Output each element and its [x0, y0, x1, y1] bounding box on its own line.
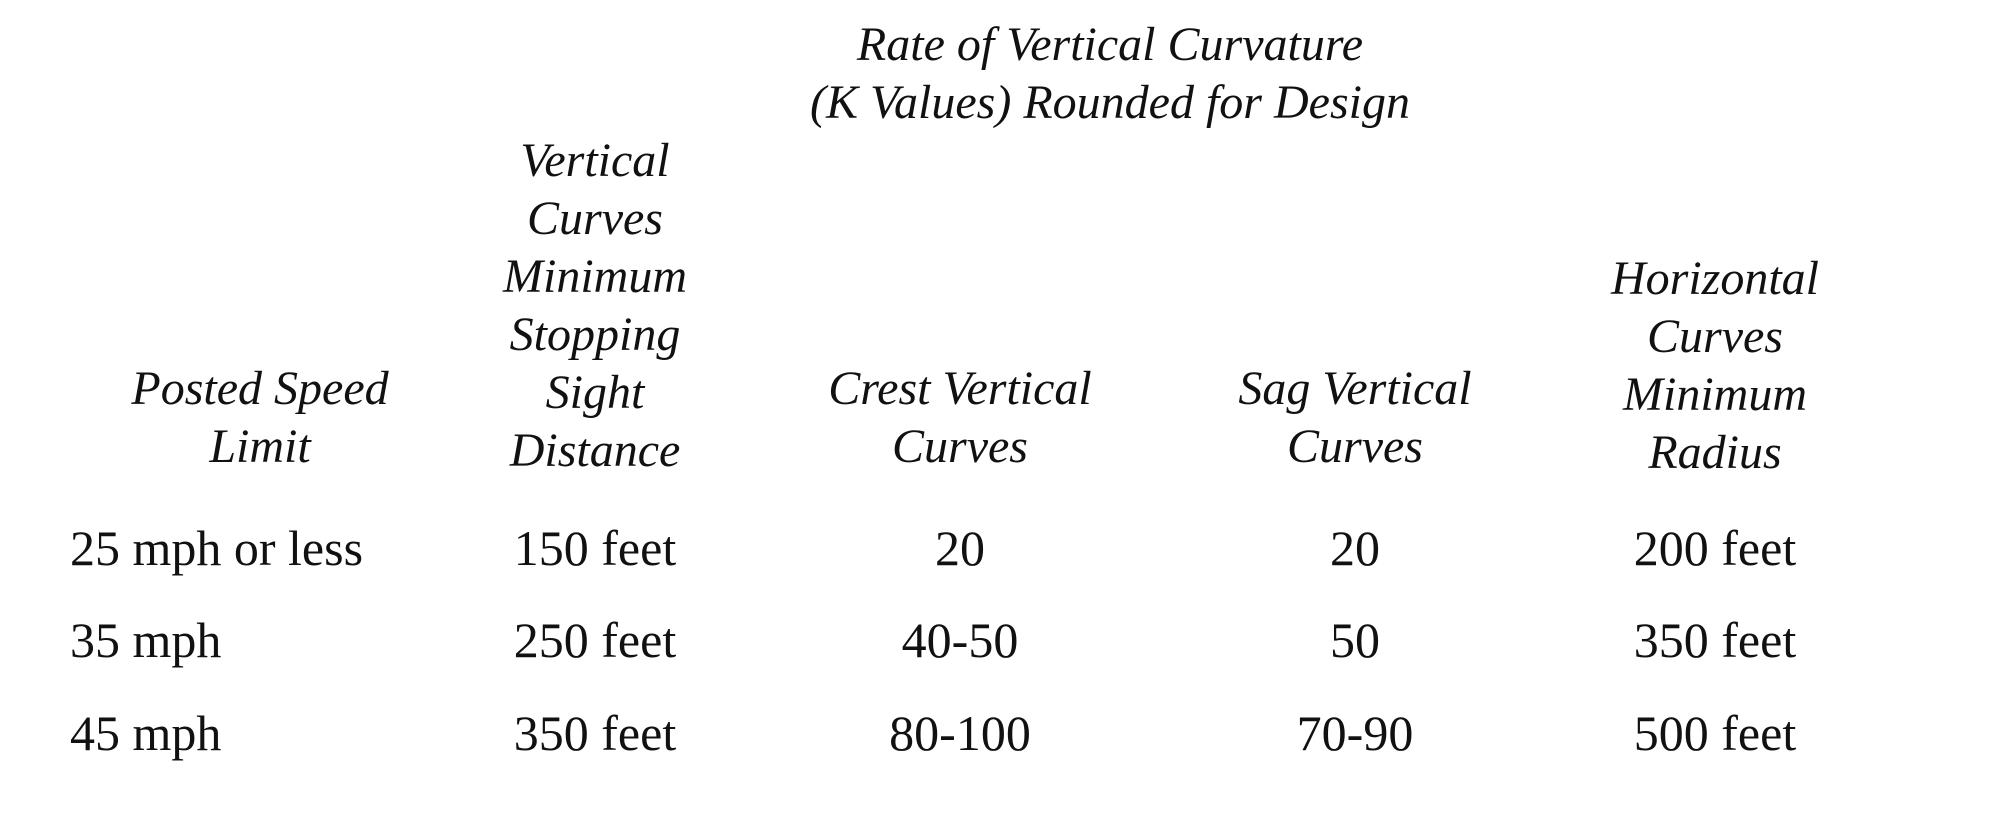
table-row-cell-crest: 20 [935, 520, 985, 576]
table-row-cell-ssd: 150 feet [513, 520, 677, 576]
table-row-cell-crest: 80-100 [889, 705, 1031, 761]
table-row-cell-crest: 40-50 [901, 612, 1019, 668]
header-stopping-sight-distance: Vertical Curves Minimum Stopping Sight Distance [503, 134, 687, 477]
table-row-cell-speed: 35 mph [70, 612, 222, 668]
header-posted-speed-limit: Posted Speed Limit [131, 362, 389, 473]
table-row-cell-horiz: 350 feet [1633, 612, 1797, 668]
header-horizontal-curves-radius: Horizontal Curves Minimum Radius [1610, 252, 1820, 479]
table-row-cell-sag: 50 [1330, 612, 1380, 668]
table-row-cell-horiz: 500 feet [1633, 705, 1797, 761]
table-row-cell-sag: 20 [1330, 520, 1380, 576]
table-row-cell-ssd: 350 feet [513, 705, 677, 761]
k-values-group-header: Rate of Vertical Curvature (K Values) Rounded for Design [810, 18, 1410, 129]
header-crest-vertical-curves: Crest Vertical Curves [828, 362, 1092, 473]
table-row-cell-speed: 45 mph [70, 705, 222, 761]
table-row-cell-speed: 25 mph or less [70, 520, 364, 576]
table-row-cell-ssd: 250 feet [513, 612, 677, 668]
table-row-cell-sag: 70-90 [1296, 705, 1414, 761]
header-sag-vertical-curves: Sag Vertical Curves [1238, 362, 1472, 473]
table-row-cell-horiz: 200 feet [1633, 520, 1797, 576]
